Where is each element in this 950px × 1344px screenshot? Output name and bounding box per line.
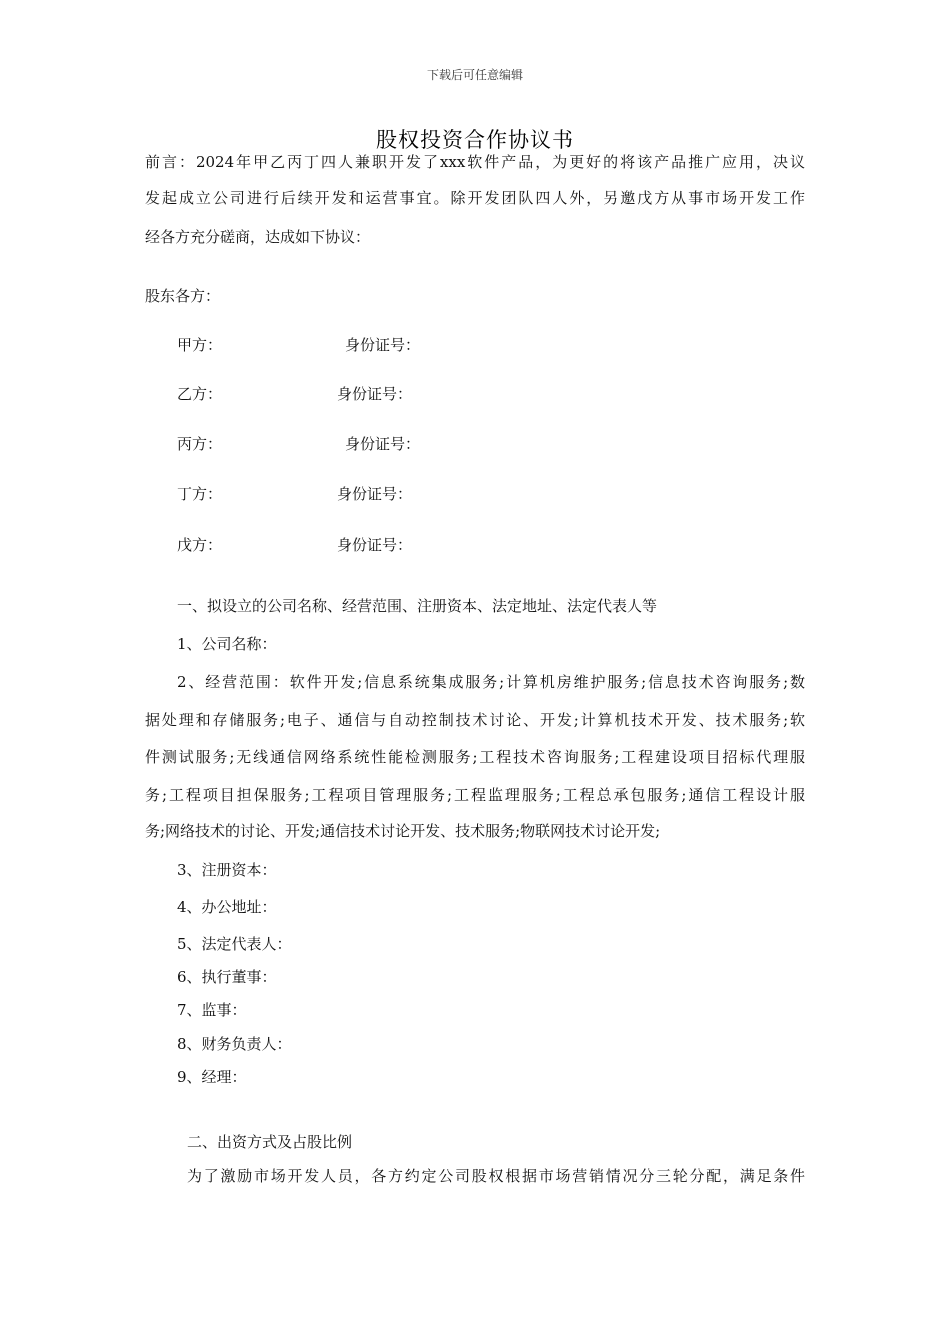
registered-capital-item: 3、注册资本： xyxy=(177,861,277,879)
party-d-id-label: 身份证号： xyxy=(337,485,413,503)
party-a-label: 甲方： xyxy=(177,336,223,354)
scope-line-2: 据处理和存储服务;电子、通信与自动控制技术讨论、开发;计算机技术开发、技术服务;软 xyxy=(145,711,805,729)
party-c-label: 丙方： xyxy=(177,435,223,453)
preface-line-2: 发起成立公司进行后续开发和运营事宜。除开发团队四人外，另邀戊方从事市场开发工作 xyxy=(145,189,805,207)
party-b-id-label: 身份证号： xyxy=(337,385,413,403)
party-c-id-label: 身份证号： xyxy=(345,435,421,453)
executive-director-item: 6、执行董事： xyxy=(177,968,277,986)
office-address-item: 4、办公地址： xyxy=(177,898,277,916)
scope-line-3: 件测试服务;无线通信网络系统性能检测服务;工程技术咨询服务;工程建设项目招标代理服 xyxy=(145,748,805,766)
party-b-label: 乙方： xyxy=(177,385,223,403)
manager-item: 9、经理： xyxy=(177,1068,247,1086)
section1-heading: 一、拟设立的公司名称、经营范围、注册资本、法定地址、法定代表人等 xyxy=(177,597,658,615)
party-e-label: 戊方： xyxy=(177,536,223,554)
supervisor-item: 7、监事： xyxy=(177,1001,247,1019)
party-a-id-label: 身份证号： xyxy=(345,336,421,354)
scope-line-5: 务;网络技术的讨论、开发;通信技术讨论开发、技术服务;物联网技术讨论开发; xyxy=(145,822,661,840)
section2-first-line: 为了激励市场开发人员，各方约定公司股权根据市场营销情况分三轮分配，满足条件 xyxy=(187,1167,805,1185)
scope-line-4: 务;工程项目担保服务;工程项目管理服务;工程监理服务;工程总承包服务;通信工程设计服 xyxy=(145,786,805,804)
preface-line-3: 经各方充分磋商，达成如下协议： xyxy=(145,228,371,246)
document-title: 股权投资合作协议书 xyxy=(376,128,574,152)
preface-line-1: 前言：2024年甲乙丙丁四人兼职开发了xxx软件产品，为更好的将该产品推广应用，决议 xyxy=(145,153,805,171)
legal-representative-item: 5、法定代表人： xyxy=(177,935,292,953)
shareholders-heading: 股东各方： xyxy=(145,287,221,305)
section2-heading: 二、出资方式及占股比例 xyxy=(187,1133,353,1151)
party-d-label: 丁方： xyxy=(177,485,223,503)
header-note: 下载后可任意编辑 xyxy=(426,68,523,82)
party-e-id-label: 身份证号： xyxy=(337,536,413,554)
company-name-item: 1、公司名称： xyxy=(177,635,277,653)
scope-line-1: 2、经营范围：软件开发;信息系统集成服务;计算机房维护服务;信息技术咨询服务;数 xyxy=(177,673,805,691)
finance-officer-item: 8、财务负责人： xyxy=(177,1035,292,1053)
